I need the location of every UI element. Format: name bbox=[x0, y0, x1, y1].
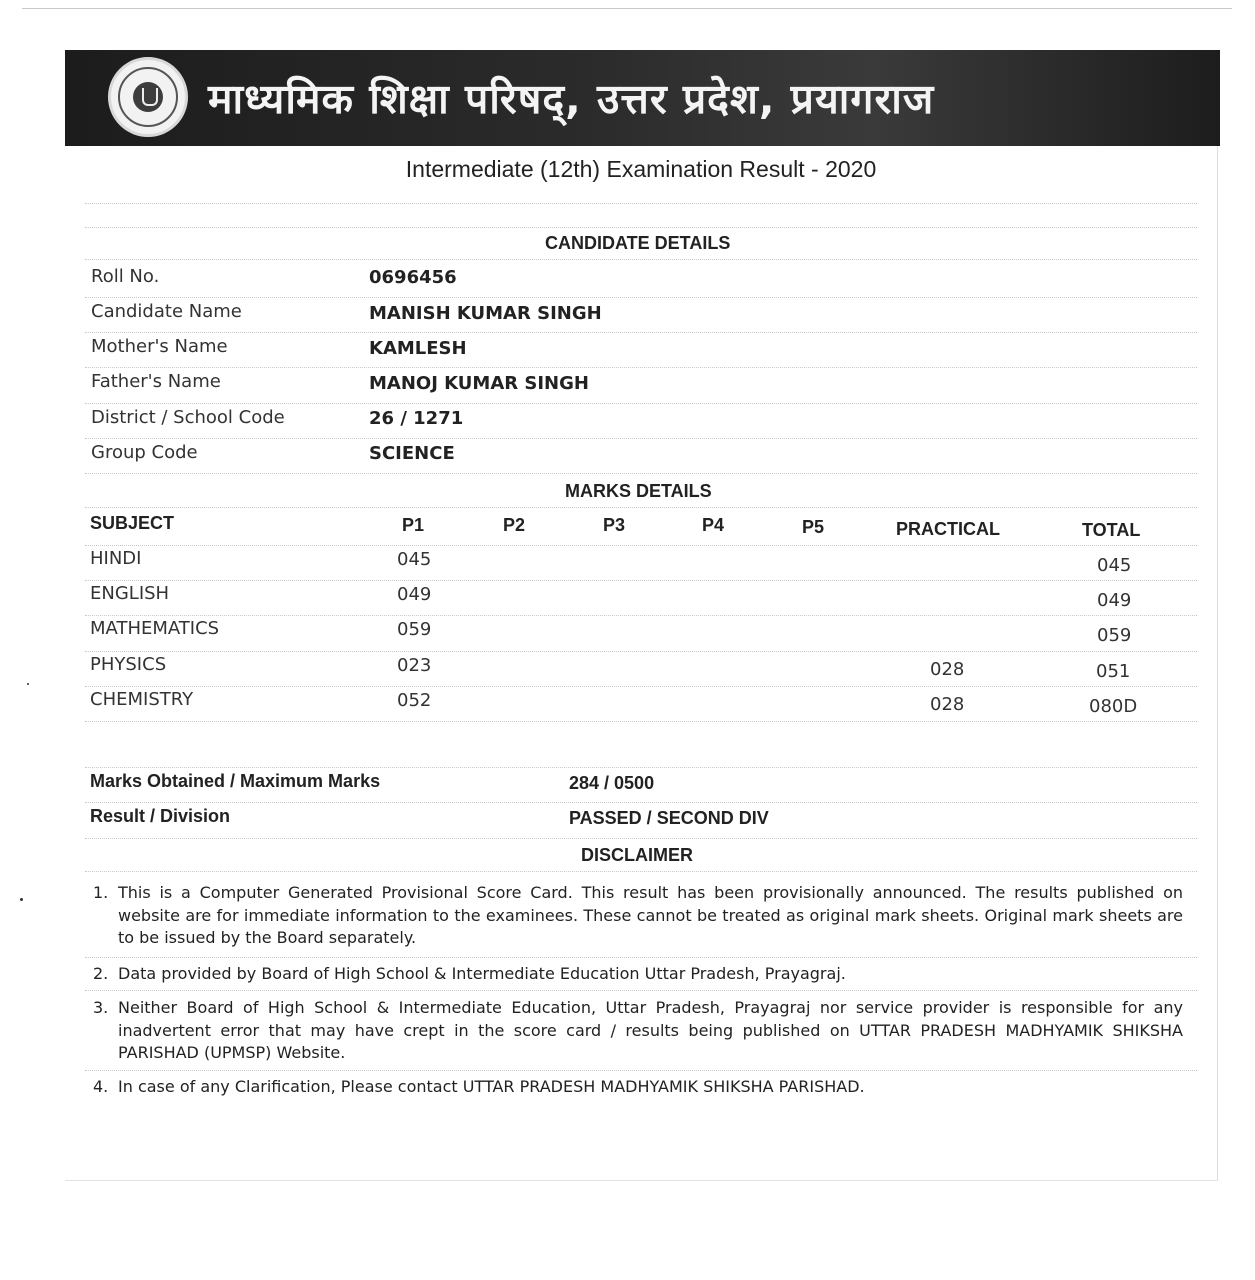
divider bbox=[85, 1070, 1197, 1071]
marks-details-heading: MARKS DETAILS bbox=[565, 481, 712, 501]
chemistry-total: 080D bbox=[1089, 696, 1138, 717]
roll-no-value: 0696456 bbox=[369, 267, 457, 288]
divider bbox=[85, 838, 1197, 839]
disclaimer-item bbox=[93, 882, 1183, 950]
mathematics-p1: 059 bbox=[397, 619, 432, 640]
disclaimer-item-text: This is a Computer Generated Provisional Score Card. This result has been provisionally announced. The results published on website are for immediate information to the examinees. These cannot be treated as original mark sheets. Original mark sheets are to be issued by the Board separately. bbox=[118, 883, 1183, 947]
subject-chemistry: CHEMISTRY bbox=[90, 689, 194, 710]
divider bbox=[85, 332, 1197, 333]
subject-mathematics: MATHEMATICS bbox=[90, 618, 220, 639]
disclaimer-item-number: 1. bbox=[93, 883, 109, 902]
board-emblem-icon bbox=[108, 57, 188, 137]
divider bbox=[85, 957, 1197, 958]
mother-name-label: Mother's Name bbox=[91, 336, 228, 357]
father-name-label: Father's Name bbox=[91, 371, 221, 392]
col-header-subject: SUBJECT bbox=[90, 513, 175, 533]
mathematics-total: 059 bbox=[1097, 625, 1132, 646]
father-name-value: MANOJ KUMAR SINGH bbox=[369, 373, 589, 394]
group-code-label: Group Code bbox=[91, 442, 198, 463]
physics-practical: 028 bbox=[930, 659, 965, 680]
chemistry-p1: 052 bbox=[397, 690, 432, 711]
hindi-total: 045 bbox=[1097, 555, 1132, 576]
divider bbox=[85, 767, 1197, 768]
physics-total: 051 bbox=[1096, 661, 1131, 682]
divider bbox=[85, 721, 1197, 722]
divider bbox=[85, 297, 1197, 298]
english-total: 049 bbox=[1097, 590, 1132, 611]
subject-hindi: HINDI bbox=[90, 548, 142, 569]
district-school-code-label: District / School Code bbox=[91, 407, 285, 428]
disclaimer-item-text: In case of any Clarification, Please contact UTTAR PRADESH MADHYAMIK SHIKSHA PARISHAD. bbox=[118, 1077, 865, 1096]
marks-obtained-value: 284 / 0500 bbox=[569, 773, 655, 793]
physics-p1: 023 bbox=[397, 655, 432, 676]
candidate-name-value: MANISH KUMAR SINGH bbox=[369, 303, 602, 324]
mother-name-value: KAMLESH bbox=[369, 338, 467, 359]
divider bbox=[85, 615, 1197, 616]
divider bbox=[85, 203, 1197, 204]
disclaimer-item bbox=[93, 963, 1183, 986]
hindi-p1: 045 bbox=[397, 549, 432, 570]
divider bbox=[85, 507, 1197, 508]
col-header-p3: P3 bbox=[603, 515, 626, 535]
divider bbox=[85, 227, 1197, 228]
divider bbox=[85, 473, 1197, 474]
result-division-label: Result / Division bbox=[90, 806, 231, 826]
divider bbox=[85, 259, 1197, 260]
col-header-p5: P5 bbox=[802, 517, 825, 537]
divider bbox=[85, 403, 1197, 404]
disclaimer-item-text: Neither Board of High School & Intermediate Education, Uttar Pradesh, Prayagraj nor service provider is responsible for any inadvertent error that may have crept in the score card / results being published on UTTAR PRADESH MADHYAMIK SHIKSHA PARISHAD (UPMSP) Website. bbox=[118, 998, 1183, 1062]
scan-speck bbox=[27, 683, 29, 685]
marks-obtained-label: Marks Obtained / Maximum Marks bbox=[90, 771, 381, 791]
col-header-p1: P1 bbox=[402, 515, 425, 535]
exam-title: Intermediate (12th) Examination Result - 2020 bbox=[405, 156, 877, 182]
board-name: माध्यमिक शिक्षा परिषद्, उत्तर प्रदेश, प्रयागराज bbox=[208, 75, 935, 123]
disclaimer-item-number: 2. bbox=[93, 964, 109, 983]
disclaimer-heading: DISCLAIMER bbox=[581, 845, 693, 865]
candidate-name-label: Candidate Name bbox=[91, 301, 242, 322]
subject-physics: PHYSICS bbox=[90, 654, 167, 675]
subject-english: ENGLISH bbox=[90, 583, 170, 604]
divider bbox=[85, 802, 1197, 803]
divider bbox=[85, 686, 1197, 687]
english-p1: 049 bbox=[397, 584, 432, 605]
chemistry-practical: 028 bbox=[930, 694, 965, 715]
disclaimer-item-number: 3. bbox=[93, 998, 109, 1017]
divider bbox=[85, 651, 1197, 652]
roll-no-label: Roll No. bbox=[91, 266, 160, 287]
divider bbox=[85, 990, 1197, 991]
col-header-total: TOTAL bbox=[1082, 520, 1141, 540]
divider bbox=[85, 871, 1197, 872]
divider bbox=[85, 545, 1197, 546]
scan-speck bbox=[20, 898, 23, 901]
divider bbox=[85, 580, 1197, 581]
disclaimer-item bbox=[93, 1076, 1183, 1099]
divider bbox=[85, 367, 1197, 368]
top-rule bbox=[22, 8, 1232, 9]
disclaimer-item-text: Data provided by Board of High School & Intermediate Education Uttar Pradesh, Prayagraj. bbox=[118, 964, 846, 983]
col-header-practical: PRACTICAL bbox=[896, 519, 1000, 539]
col-header-p2: P2 bbox=[503, 515, 526, 535]
candidate-details-heading: CANDIDATE DETAILS bbox=[545, 233, 731, 253]
divider bbox=[85, 438, 1197, 439]
disclaimer-item-number: 4. bbox=[93, 1077, 109, 1096]
group-code-value: SCIENCE bbox=[369, 443, 455, 464]
col-header-p4: P4 bbox=[702, 515, 725, 535]
result-division-value: PASSED / SECOND DIV bbox=[569, 808, 769, 828]
district-school-code-value: 26 / 1271 bbox=[369, 408, 464, 429]
disclaimer-item bbox=[93, 997, 1183, 1065]
